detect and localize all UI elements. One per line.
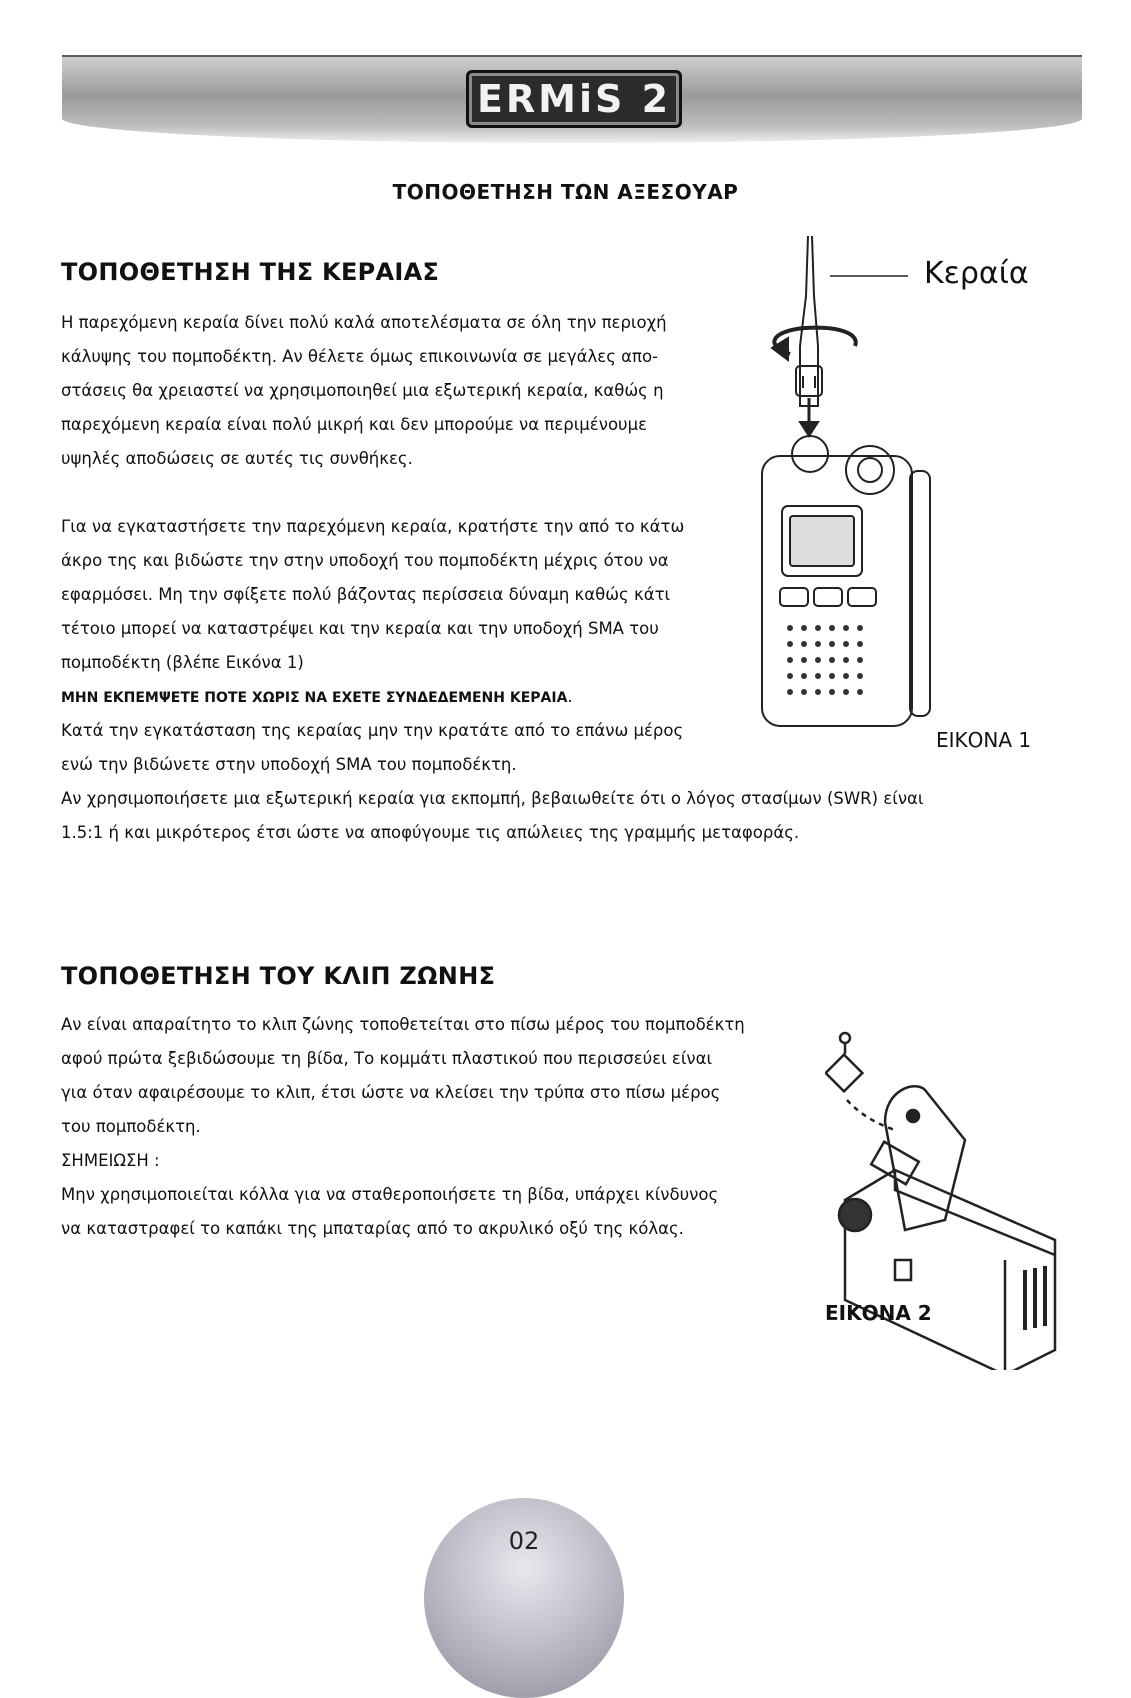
text-line: αφού πρώτα ξεβιδώσουμε τη βίδα, Το κομμάτι πλαστικού που περισσεύει είναι <box>61 1049 713 1068</box>
text-line: Κατά την εγκατάσταση της κεραίας μην την κρατάτε από το επάνω μέρος <box>61 721 684 740</box>
antenna-warning <box>61 680 573 715</box>
text-line: Η παρεχόμενη κεραία δίνει πολύ καλά αποτελέσματα σε όλη την περιοχή <box>61 313 667 332</box>
page-heading: ΤΟΠΟΘΕΤΗΣΗ ΤΩΝ ΑΞΕΣΟΥΑΡ <box>392 180 739 204</box>
text-line: ενώ την βιδώνετε στην υποδοχή SMA του πομποδέκτη. <box>61 755 517 774</box>
figure-2-caption: ΕΙΚΟΝΑ 2 <box>825 1301 932 1325</box>
text-line: 1.5:1 ή και μικρότερος έτσι ώστε να αποφύγουμε τις απώλειες της γραμμής μεταφοράς. <box>61 823 800 842</box>
clip-paragraph <box>61 1008 745 1246</box>
text-line: στάσεις θα χρειαστεί να χρησιμοποιηθεί μια εξωτερική κεραία, καθώς η <box>61 381 664 400</box>
antenna-section-title: ΤΟΠΟΘΕΤΗΣΗ ΤΗΣ ΚΕΡΑΙΑΣ <box>61 258 440 286</box>
text-line: τέτοιο μπορεί να καταστρέψει και την κεραία και την υποδοχή SMA του <box>61 619 659 638</box>
warning-text: ΜΗΝ ΕΚΠΕΜΨΕΤΕ ΠΟΤΕ ΧΩΡΙΣ ΝΑ ΕΧΕΤΕ ΣΥΝΔΕΔΕΜΕΝΗ ΚΕΡΑΙΑ <box>61 690 568 706</box>
antenna-figure-label: Κεραία <box>924 256 1029 291</box>
text-line: άκρο της και βιδώστε την στην υποδοχή του πομποδέκτη μέχρις ότου να <box>61 551 669 570</box>
text-line: υψηλές αποδώσεις σε αυτές τις συνθήκες. <box>61 449 413 468</box>
text-line: Μην χρησιμοποιείται κόλλα για να σταθεροποιήσετε τη βίδα, υπάρχει κίνδυνος <box>61 1185 719 1204</box>
antenna-paragraph-2 <box>61 510 684 680</box>
text-line: εφαρμόσει. Μη την σφίξετε πολύ βάζοντας περίσσεια δύναμη καθώς κάτι <box>61 585 671 604</box>
text-line: του πομποδέκτη. <box>61 1117 201 1136</box>
text-line: ΣΗΜΕΙΩΣΗ : <box>61 1151 160 1170</box>
clip-section-title: ΤΟΠΟΘΕΤΗΣΗ ΤΟΥ ΚΛΙΠ ΖΩΝΗΣ <box>61 962 496 990</box>
warning-suffix: . <box>567 687 573 706</box>
text-line: παρεχόμενη κεραία είναι πολύ μικρή και δεν μπορούμε να περιμένουμε <box>61 415 647 434</box>
text-line: Για να εγκαταστήσετε την παρεχόμενη κεραία, κρατήστε την από το κάτω <box>61 517 685 536</box>
radio-antenna-illustration <box>760 236 1060 756</box>
text-line: πομποδέκτη (βλέπε Εικόνα 1) <box>61 653 304 672</box>
text-line: να καταστραφεί το καπάκι της μπαταρίας από το ακρυλικό οξύ της κόλας. <box>61 1219 684 1238</box>
page-number: 02 <box>508 1527 540 1555</box>
brand-logo <box>466 70 682 128</box>
figure-1-caption: ΕΙΚΟΝΑ 1 <box>936 728 1032 752</box>
text-line: για όταν αφαιρέσουμε το κλιπ, έτσι ώστε να κλείσει την τρύπα στο πίσω μέρος <box>61 1083 721 1102</box>
antenna-paragraph-1 <box>61 306 667 476</box>
text-line: Αν είναι απαραίτητο το κλιπ ζώνης τοποθετείται στο πίσω μέρος του πομποδέκτη <box>61 1015 745 1034</box>
text-line: Αν χρησιμοποιήσετε μια εξωτερική κεραία για εκπομπή, βεβαιωθείτε ότι ο λόγος στασίμων (SWR) είναι <box>61 789 924 808</box>
text-line: κάλυψης του πομποδέκτη. Αν θέλετε όμως επικοινωνία σε μεγάλες απο- <box>61 347 659 366</box>
logo-text: ERMiS 2 <box>476 77 672 121</box>
